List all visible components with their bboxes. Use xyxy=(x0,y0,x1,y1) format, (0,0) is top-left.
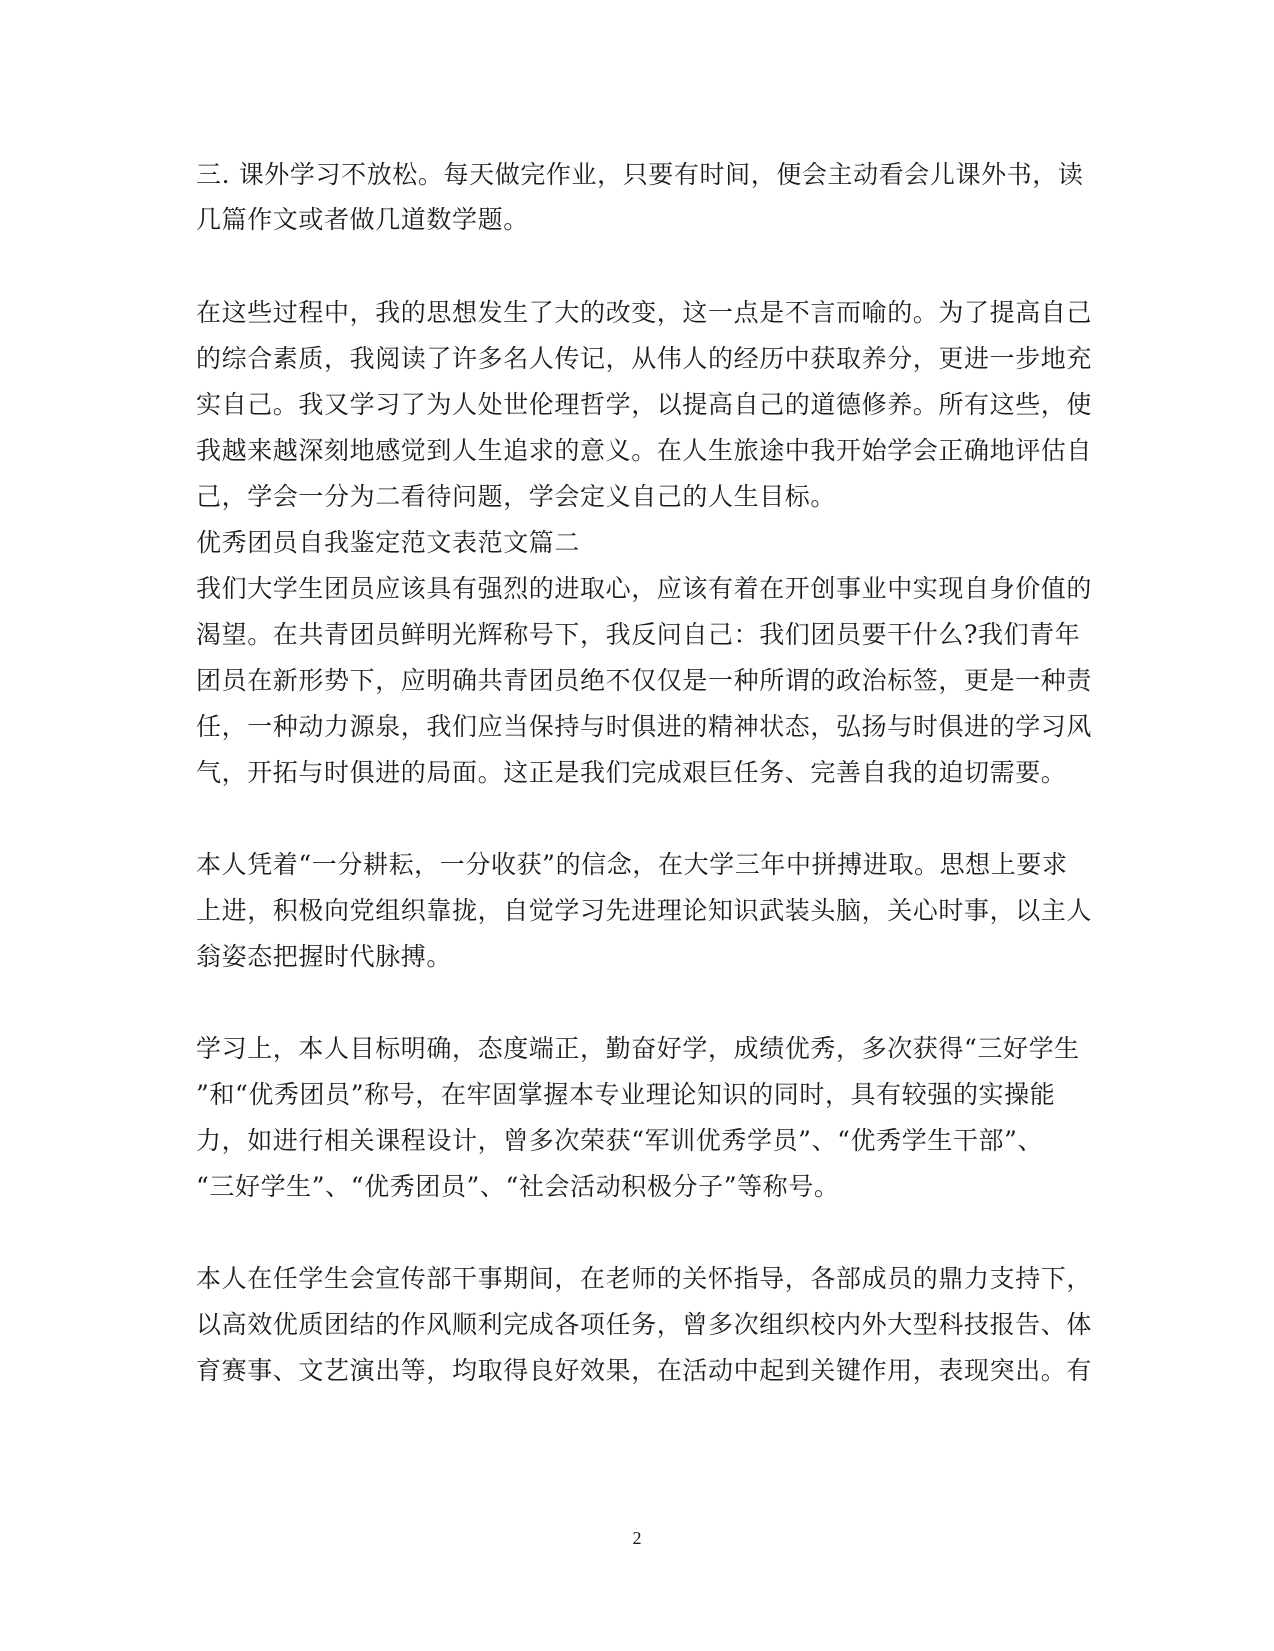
text-line: 本人在任学生会宣传部干事期间，在老师的关怀指导，各部成员的鼎力支持下， xyxy=(196,1264,1093,1293)
text-line: 三. 课外学习不放松。每天做完作业，只要有时间，便会主动看会儿课外书，读 xyxy=(196,160,1084,189)
text-line: 的综合素质，我阅读了许多名人传记，从伟人的经历中获取养分，更进一步地充 xyxy=(196,344,1093,373)
text-line: 本人凭着“一分耕耘，一分收获”的信念，在大学三年中拼搏进取。思想上要求 xyxy=(196,850,1068,879)
text-line: 气，开拓与时俱进的局面。这正是我们完成艰巨任务、完善自我的迫切需要。 xyxy=(196,758,1067,787)
text-line: 在这些过程中，我的思想发生了大的改变，这一点是不言而喻的。为了提高自己 xyxy=(196,298,1093,327)
page-number: 2 xyxy=(632,1528,642,1548)
text-line: 团员在新形势下，应明确共青团员绝不仅仅是一种所谓的政治标签，更是一种责 xyxy=(196,666,1093,695)
text-line: 几篇作文或者做几道数学题。 xyxy=(196,205,529,234)
text-line: 学习上，本人目标明确，态度端正，勤奋好学，成绩优秀，多次获得“三好学生 xyxy=(196,1034,1080,1063)
text-line: 以高效优质团结的作风顺利完成各项任务，曾多次组织校内外大型科技报告、体 xyxy=(196,1310,1093,1339)
text-line: 上进，积极向党组织靠拢，自觉学习先进理论知识武装头脑，关心时事，以主人 xyxy=(196,896,1093,925)
text-line: ”和“优秀团员”称号，在牢固掌握本专业理论知识的同时，具有较强的实操能 xyxy=(196,1080,1056,1109)
text-line: 己，学会一分为二看待问题，学会定义自己的人生目标。 xyxy=(196,482,837,511)
text-line: 实自己。我又学习了为人处世伦理哲学，以提高自己的道德修养。所有这些，使 xyxy=(196,390,1093,419)
text-line: 翁姿态把握时代脉搏。 xyxy=(196,942,453,971)
text-line: 渴望。在共青团员鲜明光辉称号下，我反问自己：我们团员要干什么?我们青年 xyxy=(196,620,1081,649)
text-line: 力，如进行相关课程设计，曾多次荣获“军训优秀学员”、“优秀学生干部”、 xyxy=(196,1126,1044,1155)
text-line: 育赛事、文艺演出等，均取得良好效果，在活动中起到关键作用，表现突出。有 xyxy=(196,1356,1093,1385)
text-line: 我们大学生团员应该具有强烈的进取心，应该有着在开创事业中实现自身价值的 xyxy=(196,574,1093,603)
text-line: 任，一种动力源泉，我们应当保持与时俱进的精神状态，弘扬与时俱进的学习风 xyxy=(196,712,1093,741)
section-heading: 优秀团员自我鉴定范文表范文篇二 xyxy=(196,528,581,557)
text-line: “三好学生”、“优秀团员”、“社会活动积极分子”等称号。 xyxy=(196,1172,840,1201)
text-line: 我越来越深刻地感觉到人生追求的意义。在人生旅途中我开始学会正确地评估自 xyxy=(196,436,1093,465)
